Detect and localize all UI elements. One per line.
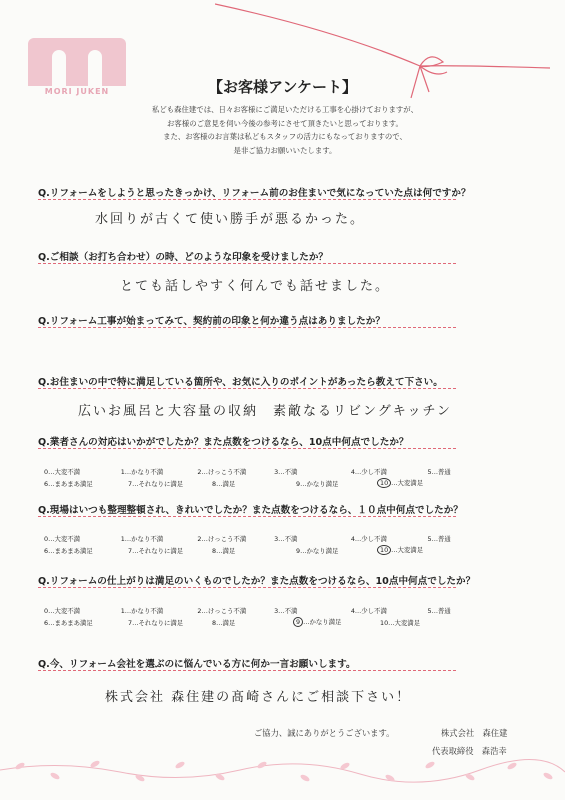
rating-scale-5: [44, 465, 464, 489]
scale-option: 9…かなり満足: [296, 479, 339, 488]
answer-1: 水回りが古くて使い勝手が悪るかった。: [95, 212, 366, 227]
answer-4: 広いお風呂と大容量の収納 素敵なるリビングキッチン: [78, 404, 452, 419]
intro-line: また、お客様のお言葉は私どもスタッフの活力にもなっておりますので、: [163, 132, 407, 141]
survey-title: 【お客様アンケート】: [207, 78, 358, 96]
rating-scale-6: [44, 532, 464, 556]
scale-option: 3…不満: [274, 534, 298, 543]
scale-option: 3…不満: [274, 606, 298, 615]
intro-line: 私ども森住建では、日々お客様にご満足いただける工事を心掛けておりますが、: [151, 105, 419, 114]
scale-option: 6…まあまあ満足: [44, 618, 93, 627]
scale-option: 0…大変不満: [44, 534, 81, 543]
selected-rating: 10: [377, 478, 391, 488]
scale-option: 7…それなりに満足: [128, 479, 184, 488]
company-name: 株式会社 森住建: [441, 728, 508, 738]
question-divider: [38, 388, 456, 389]
scale-option: 4…少し不満: [350, 606, 387, 615]
scale-option: 5…普通: [427, 606, 451, 615]
question-divider: [38, 516, 456, 517]
question-3: Q.リフォーム工事が始まってみて、契約前の印象と何か違う点はありましたか？: [38, 316, 385, 327]
selected-rating: 9: [293, 617, 303, 627]
question-divider: [38, 587, 456, 588]
floral-border: [0, 740, 565, 800]
scale-option: 8…満足: [212, 479, 236, 488]
logo-text: MORI JUKEN: [44, 87, 110, 96]
scale-option: 6…まあまあ満足: [44, 546, 93, 555]
scale-option: 6…まあまあ満足: [44, 479, 93, 488]
question-5: Q.業者さんの対応はいかがでしたか？また点数をつけるなら、10点中何点でしたか？: [38, 437, 409, 448]
question-divider: [38, 327, 456, 328]
intro-text: [60, 103, 510, 157]
answer-8: 株式会社 森住建の髙崎さんにご相談下さい！: [105, 690, 412, 705]
scale-option: 1…かなり不満: [120, 534, 164, 543]
scale-option: 9…かなり満足: [296, 546, 339, 555]
selected-rating: 10: [377, 545, 391, 555]
scale-option: 10…大変満足: [380, 618, 421, 627]
question-1: Q.リフォームをしようと思ったきっかけ、リフォーム前のお住まいで気になっていた点は何ですか？: [38, 188, 471, 199]
thanks-text: ご協力、誠にありがとうございます。: [254, 728, 395, 738]
scale-option: 7…それなりに満足: [128, 546, 184, 555]
rating-scale-7: [44, 604, 464, 628]
representative: 代表取締役 森浩幸: [432, 746, 507, 756]
scale-option: 1…かなり不満: [120, 606, 164, 615]
question-2: Q.ご相談（お打ち合わせ）の時、どのような印象を受けましたか？: [38, 252, 329, 263]
intro-line: 是非ご協力お願いいたします。: [233, 145, 337, 155]
scale-option: 0…大変不満: [44, 606, 81, 615]
scale-option-selected: 9 …かなり満足: [296, 617, 380, 627]
question-6: Q.現場はいつも整理整頓され、きれいでしたか？また点数をつけるなら、１０点中何点でしたか？: [38, 505, 463, 516]
question-divider: [38, 670, 456, 671]
answer-2: とても話しやすく何んでも話せました。: [120, 279, 391, 294]
scale-option: 4…少し不満: [350, 467, 387, 476]
scale-option: 4…少し不満: [350, 534, 387, 543]
scale-option-selected: 10 …大変満足: [380, 545, 464, 555]
scale-option: 5…普通: [427, 467, 451, 476]
question-divider: [38, 448, 456, 449]
question-7: Q.リフォームの仕上がりは満足のいくものでしたか？また点数をつけるなら、10点中何点でしたか？: [38, 576, 476, 587]
scale-option: 2…けっこう不満: [197, 467, 247, 476]
question-divider: [38, 199, 456, 200]
question-divider: [38, 263, 456, 264]
scale-option: 8…満足: [212, 546, 236, 555]
scale-option: 2…けっこう不満: [197, 534, 247, 543]
scale-option: 7…それなりに満足: [128, 618, 184, 627]
scale-option: 2…けっこう不満: [197, 606, 247, 615]
question-4: Q.お住まいの中で特に満足している箇所や、お気に入りのポイントがあったら教えて下さい。: [38, 377, 443, 388]
scale-option: 0…大変不満: [44, 467, 81, 476]
scale-option: 1…かなり不満: [120, 467, 164, 476]
question-8: Q.今、リフォーム会社を選ぶのに悩んでいる方に何か一言お願いします。: [38, 659, 356, 670]
scale-option: 8…満足: [212, 618, 236, 627]
scale-option-selected: 10 …大変満足: [380, 478, 464, 488]
intro-line: お客様のご意見を伺い今後の参考にさせて頂きたいと思っております。: [167, 118, 403, 128]
scale-option: 5…普通: [427, 534, 451, 543]
scale-option: 3…不満: [274, 467, 298, 476]
